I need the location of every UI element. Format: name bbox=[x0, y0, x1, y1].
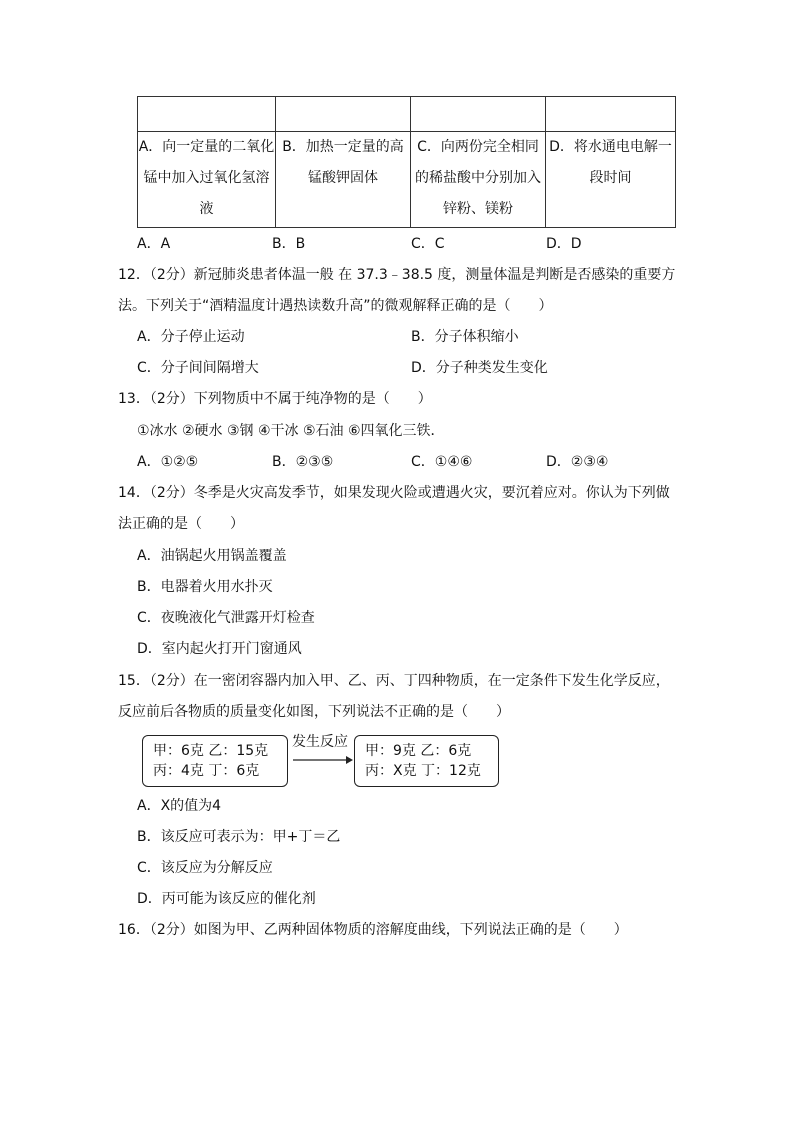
q15-arrow-label: 发生反应 bbox=[292, 734, 348, 750]
q11-choice-d[interactable]: D．D bbox=[546, 236, 582, 252]
q13-choice-b[interactable]: B．②③⑤ bbox=[272, 454, 334, 470]
q12-choice-c[interactable]: C．分子间间隔增大 bbox=[137, 360, 259, 376]
q15-choice-c[interactable]: C．该反应为分解反应 bbox=[137, 860, 273, 876]
q15-after-box bbox=[354, 735, 499, 787]
q11-graph-cell-a bbox=[138, 97, 276, 132]
q11-cell-d: D．将水通电电解一段时间 bbox=[546, 132, 676, 228]
q11-option-table bbox=[137, 96, 676, 228]
q12-stem-line1: 12．（2分）新冠肺炎患者体温一般 在 37.3﹣38.5 度，测量体温是判断是否感染的重要方 bbox=[118, 267, 676, 283]
q11-graph-cell-b bbox=[276, 97, 411, 132]
q12-choice-a[interactable]: A．分子停止运动 bbox=[137, 329, 245, 345]
q14-choice-d[interactable]: D．室内起火打开门窗通风 bbox=[137, 641, 302, 657]
q11-cell-c: C．向两份完全相同的稀盐酸中分别加入锌粉、镁粉 bbox=[411, 132, 546, 228]
q13-choice-d[interactable]: D．②③④ bbox=[546, 454, 609, 470]
q11-graph-row bbox=[138, 97, 676, 132]
q14-choice-a[interactable]: A．油锅起火用锅盖覆盖 bbox=[137, 548, 287, 564]
q13-choice-c[interactable]: C．①④⑥ bbox=[411, 454, 473, 470]
q14-stem-line2: 法正确的是（ ） bbox=[118, 516, 244, 532]
q12-stem-line2: 法。下列关于“酒精温度计遇热读数升高”的微观解释正确的是（ ） bbox=[118, 298, 553, 314]
q13-choice-a[interactable]: A．①②⑤ bbox=[137, 454, 199, 470]
q12-choice-d[interactable]: D．分子种类发生变化 bbox=[411, 360, 548, 376]
q15-reaction-arrow bbox=[292, 754, 354, 766]
q14-choice-b[interactable]: B．电器着火用水扑灭 bbox=[137, 579, 273, 595]
q15-stem-line1: 15．（2分）在一密闭容器内加入甲、乙、丙、丁四种物质，在一定条件下发生化学反应， bbox=[118, 673, 670, 689]
q11-text-row bbox=[138, 132, 676, 228]
q15-before-box bbox=[142, 735, 288, 787]
q16-stem-line1: 16．（2分）如图为甲、乙两种固体物质的溶解度曲线，下列说法正确的是（ ） bbox=[118, 922, 628, 938]
q11-choice-b[interactable]: B．B bbox=[272, 236, 306, 252]
q15-choice-a[interactable]: A．X的值为4 bbox=[137, 798, 222, 814]
q11-graph-cell-d bbox=[546, 97, 676, 132]
q15-after-line1: 甲：9克 乙：6克 bbox=[365, 743, 472, 759]
q13-stem-line1: 13．（2分）下列物质中不属于纯净物的是（ ） bbox=[118, 391, 432, 407]
q11-graph-cell-c bbox=[411, 97, 546, 132]
q15-after-line2: 丙：X克 丁：12克 bbox=[365, 763, 481, 779]
q15-choice-d[interactable]: D．丙可能为该反应的催化剂 bbox=[137, 891, 316, 907]
q15-choice-b[interactable]: B．该反应可表示为：甲+丁＝乙 bbox=[137, 829, 341, 845]
q11-choice-a[interactable]: A．A bbox=[137, 236, 171, 252]
q15-stem-line2: 反应前后各物质的质量变化如图，下列说法不正确的是（ ） bbox=[118, 704, 510, 720]
q11-choice-c[interactable]: C．C bbox=[411, 236, 445, 252]
q12-choice-b[interactable]: B．分子体积缩小 bbox=[411, 329, 519, 345]
q15-before-line1: 甲：6克 乙：15克 bbox=[153, 743, 269, 759]
q13-items: ①冰水 ②硬水 ③钢 ④干冰 ⑤石油 ⑥四氧化三铁． bbox=[137, 423, 445, 439]
q11-cell-b: B．加热一定量的高锰酸钾固体 bbox=[276, 132, 411, 228]
q14-stem-line1: 14．（2分）冬季是火灾高发季节，如果发现火险或遭遇火灾，要沉着应对。你认为下列做 bbox=[118, 485, 670, 501]
q11-cell-a: A．向一定量的二氧化锰中加入过氧化氢溶液 bbox=[138, 132, 276, 228]
q15-before-line2: 丙：4克 丁：6克 bbox=[153, 763, 260, 779]
q14-choice-c[interactable]: C．夜晚液化气泄露开灯检查 bbox=[137, 610, 315, 626]
